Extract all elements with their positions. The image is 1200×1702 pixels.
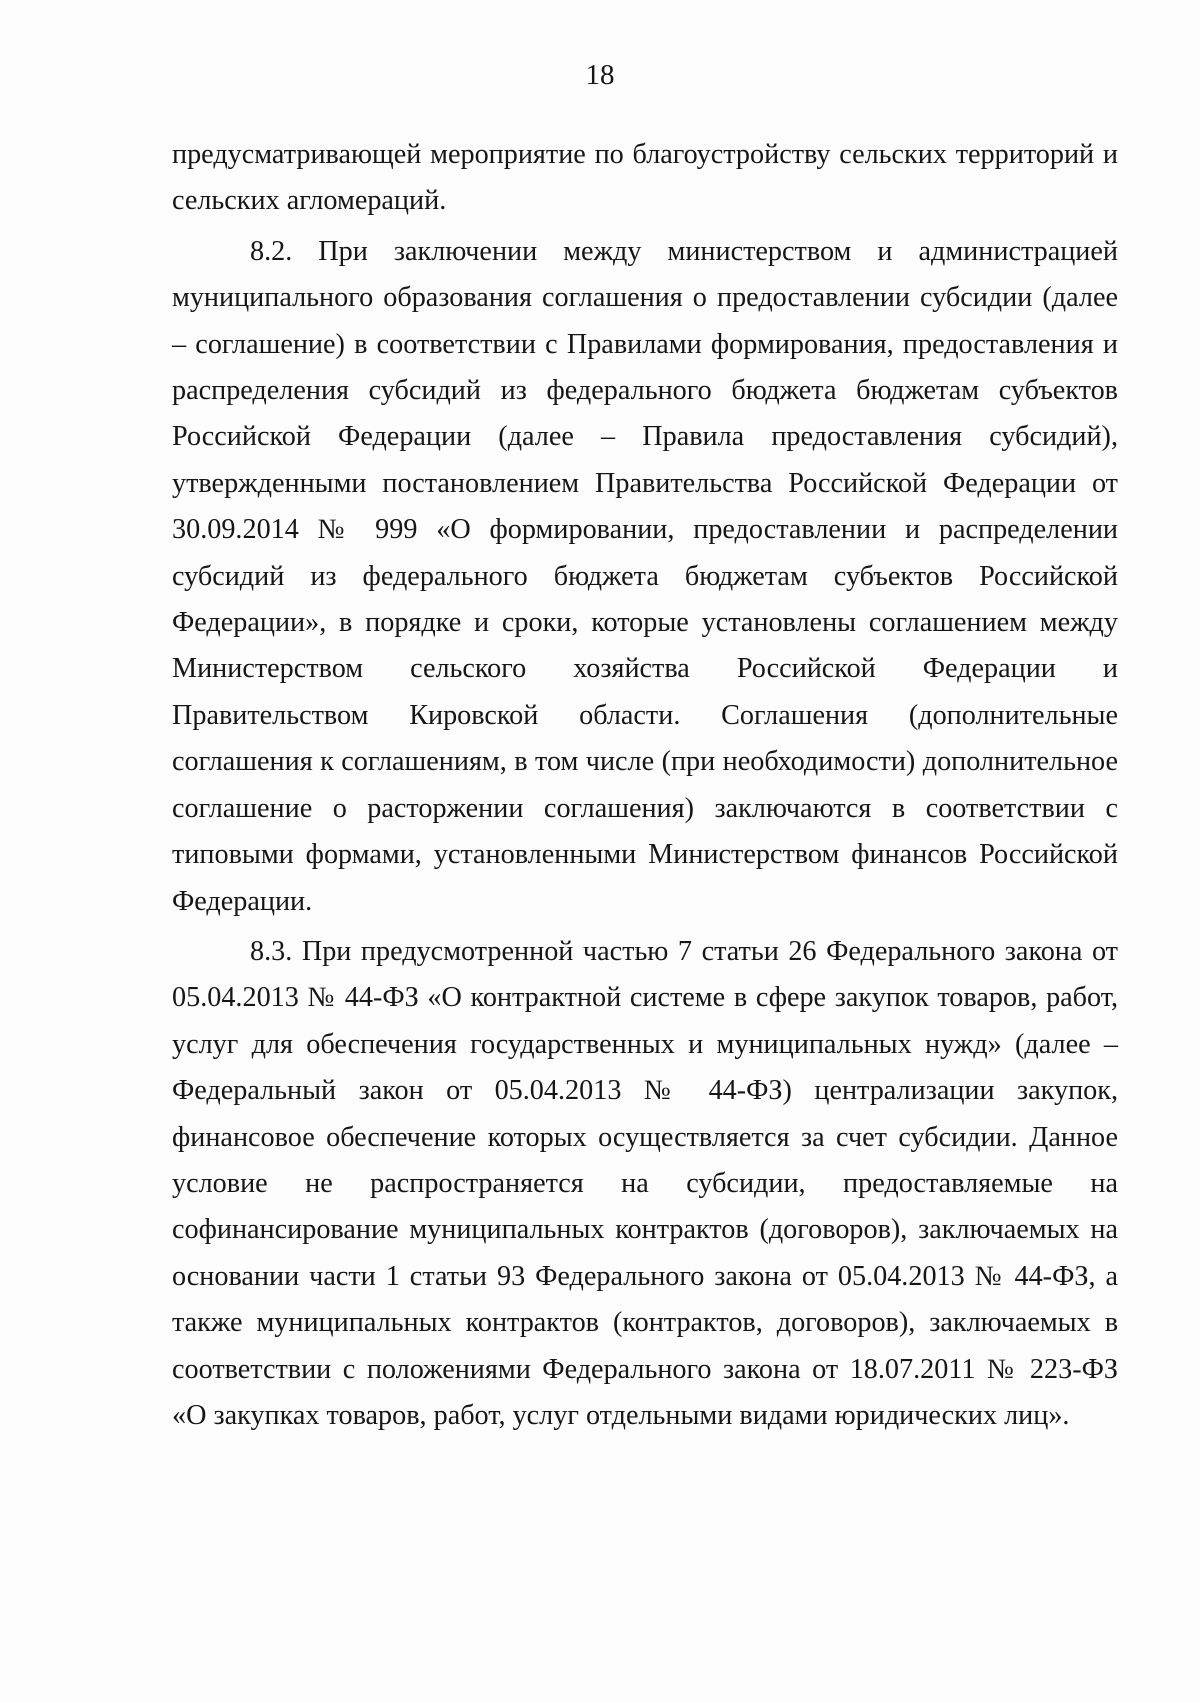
paragraph-continuation: предусматривающей мероприятие по благоустройству сельских территорий и сельских агломераций. [172, 139, 1118, 217]
document-body [172, 132, 1118, 1439]
paragraph-clause-8-2: 8.2. При заключении между министерством и администрацией муниципального образования соглашения о предоставлении субсидии (далее – соглашение) в соответствии с Правилами формирования, предоставления и распределения субсидий из федерального бюджета бюджетам субъектов Российской Федерации (далее – Правила предоставления субсидий), утвержденными постановлением Правительства Российской Федерации от 30.09.2014 № 999 «О формировании, предоставлении и распределении субсидий из федерального бюджета бюджетам субъектов Российской Федерации», в порядке и сроки, которые установлены соглашением между Министерством сельского хозяйства Российской Федерации и Правительством Кировской области. Соглашения (дополнительные соглашения к соглашениям, в том числе (при необходимости) дополнительное соглашение о расторжении соглашения) заключаются в соответствии с типовыми формами, установленными Министерством финансов Российской Федерации. [172, 235, 1118, 917]
paragraph-clause-8-3: 8.3. При предусмотренной частью 7 статьи 26 Федерального закона от 05.04.2013 № 44-ФЗ «О контрактной системе в сфере закупок товаров, работ, услуг для обеспечения государственных и муниципальных нужд» (далее – Федеральный закон от 05.04.2013 № 44-ФЗ) централизации закупок, финансовое обеспечение которых осуществляется за счет субсидии. Данное условие не распространяется на субсидии, предоставляемые на софинансирование муниципальных контрактов (договоров), заключаемых на основании части 1 статьи 93 Федерального закона от 05.04.2013 № 44-ФЗ, а также муниципальных контрактов (контрактов, договоров), заключаемых в соответствии с положениями Федерального закона от 18.07.2011 № 223-ФЗ «О закупках товаров, работ, услуг отдельными видами юридических лиц». [172, 935, 1118, 1431]
page-number: 18 [585, 59, 615, 91]
